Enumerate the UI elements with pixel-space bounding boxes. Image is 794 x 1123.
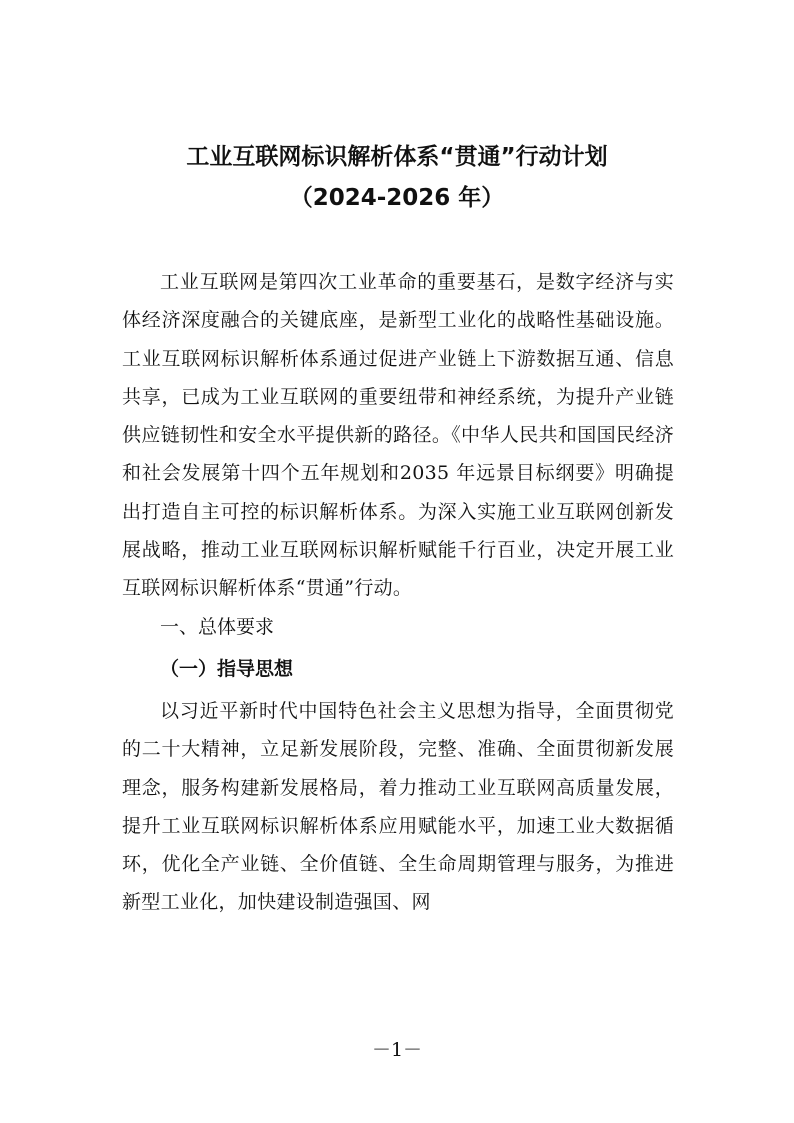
intro-paragraph: 工业互联网是第四次工业革命的重要基石，是数字经济与实体经济深度融合的关键底座，是新型工业化的战略性基础设施。工业互联网标识解析体系通过促进产业链上下游数据互通、信息共享，已成为工业互联网的重要纽带和神经系统，为提升产业链供应链韧性和安全水平提供新的路径。《中华人民共和国国民经济和社会发展第十四个五年规划和2035 年远景目标纲要》明确提出打造自主可控的标识解析体系。为深入实施工业互联网创新发展战略，推动工业互联网标识解析赋能千行百业，决定开展工业互联网标识解析体系“贯通”行动。 bbox=[122, 271, 674, 600]
subsection-heading-guiding-ideology: （一）指导思想 bbox=[160, 657, 294, 680]
page-subtitle: （2024-2026 年） bbox=[289, 185, 505, 211]
document-body bbox=[122, 263, 674, 922]
page-number: －1－ bbox=[371, 1039, 423, 1061]
page-title: 工业互联网标识解析体系“贯通”行动计划 bbox=[186, 144, 608, 170]
section-heading-overall-requirements: 一、总体要求 bbox=[160, 615, 275, 638]
guiding-ideology-paragraph: 以习近平新时代中国特色社会主义思想为指导，全面贯彻党的二十大精神，立足新发展阶段，完整、准确、全面贯彻新发展理念，服务构建新发展格局，着力推动工业互联网高质量发展，提升工业互联网标识解析体系应用赋能水平，加速工业大数据循环，优化全产业链、全价值链、全生命周期管理与服务，为推进新型工业化，加快建设制造强国、网 bbox=[122, 699, 674, 914]
